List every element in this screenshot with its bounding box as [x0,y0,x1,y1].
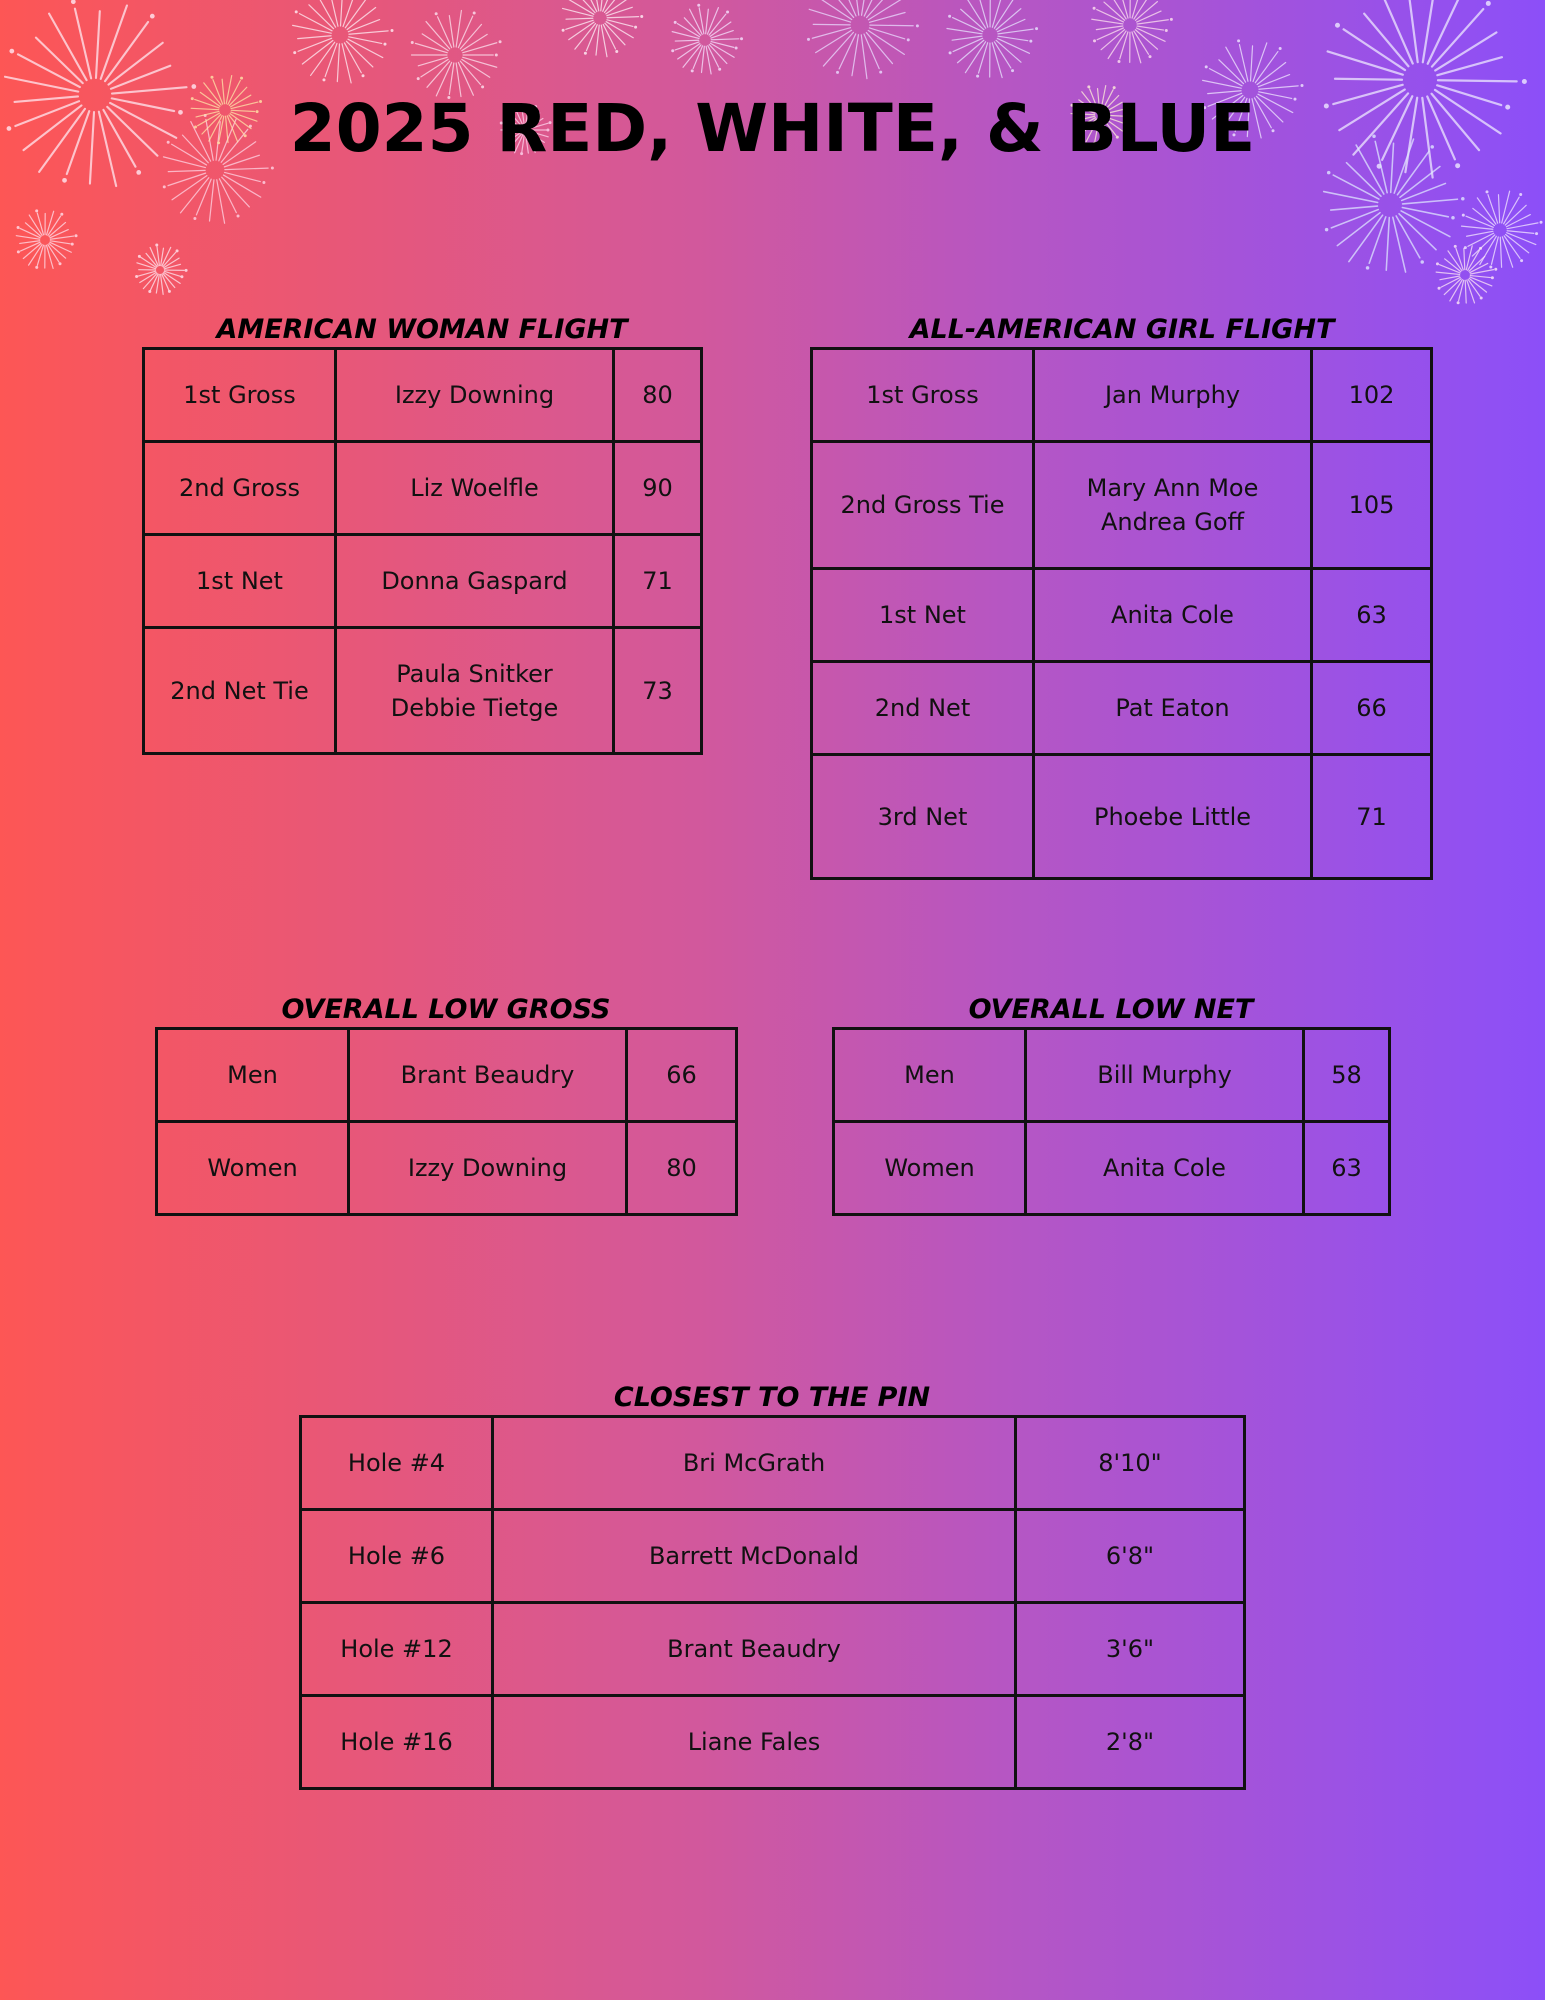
player-name: Jan Murphy [1104,381,1241,409]
table-row [812,442,1432,569]
all-american-girl-flight-heading: ALL-AMERICAN GIRL FLIGHT [909,314,1335,345]
table-row [812,662,1432,755]
score-cell: 102 [1312,349,1432,442]
score-cell: 63 [1312,569,1432,662]
place-cell: 2nd Net [812,662,1034,755]
firework-burst [135,244,188,295]
table-row [301,1603,1245,1696]
table-row [301,1696,1245,1789]
score-cell: 71 [1312,755,1432,879]
firework-burst [16,209,77,268]
firework-burst [1436,245,1497,304]
player-name: Debbie Tietge [390,693,559,722]
score-cell: 58 [1304,1029,1390,1122]
name-cell [493,1696,1016,1789]
place-cell: Women [157,1122,349,1215]
place-cell: Men [157,1029,349,1122]
player-name: Bri McGrath [682,1449,826,1477]
name-cell [1034,662,1312,755]
firework-burst [807,0,919,79]
score-cell: 8'10" [1016,1417,1245,1510]
firework-burst [1092,0,1173,63]
closest-to-the-pin-table [299,1415,1246,1790]
overall-low-net-section [832,993,1390,1216]
american-woman-flight-table [142,347,703,755]
score-cell: 90 [614,442,702,535]
table-row [812,569,1432,662]
table-row [834,1029,1390,1122]
name-cell [336,628,614,754]
score-cell: 80 [627,1122,737,1215]
player-name: Brant Beaudry [667,1635,841,1663]
place-cell: 2nd Gross Tie [812,442,1034,569]
score-cell: 71 [614,535,702,628]
score-cell: 3'6" [1016,1603,1245,1696]
place-cell: Hole #16 [301,1696,493,1789]
closest-to-the-pin-section [299,1381,1245,1790]
firework-burst [562,0,644,57]
firework-burst [671,4,743,74]
place-cell: 1st Net [144,535,336,628]
score-cell: 73 [614,628,702,754]
name-cell [1034,755,1312,879]
name-cell [1026,1122,1304,1215]
american-woman-flight-heading: AMERICAN WOMAN FLIGHT [216,314,628,345]
score-cell: 105 [1312,442,1432,569]
score-cell: 66 [1312,662,1432,755]
name-cell [349,1029,627,1122]
place-cell: 3rd Net [812,755,1034,879]
table-row [301,1510,1245,1603]
table-row [144,442,702,535]
place-cell: Hole #12 [301,1603,493,1696]
place-cell: 1st Gross [144,349,336,442]
place-cell: 1st Net [812,569,1034,662]
player-name: Barrett McDonald [648,1542,860,1570]
place-cell: Hole #6 [301,1510,493,1603]
table-row [157,1122,737,1215]
name-cell [336,442,614,535]
player-name: Mary Ann Moe [1086,474,1259,502]
player-name: Liz Woelfle [410,474,539,502]
name-cell [1026,1029,1304,1122]
page-title: 2025 RED, WHITE, & BLUE [289,90,1256,167]
table-row [144,535,702,628]
firework-burst [411,10,502,99]
name-cell [1034,569,1312,662]
player-name: Paula Snitker [396,659,553,688]
overall-low-gross-section [155,993,737,1216]
name-cell [336,349,614,442]
table-row [157,1029,737,1122]
player-name: Anita Cole [1111,601,1234,629]
player-name: Izzy Downing [407,1154,568,1182]
name-cell [493,1417,1016,1510]
place-cell: Men [834,1029,1026,1122]
name-cell [493,1510,1016,1603]
american-woman-flight-section [142,313,702,755]
all-american-girl-flight-table [810,347,1433,880]
name-cell [1034,349,1312,442]
player-name: Bill Murphy [1097,1061,1232,1089]
score-cell: 80 [614,349,702,442]
score-cell: 2'8" [1016,1696,1245,1789]
player-name: Anita Cole [1103,1154,1226,1182]
place-cell: 2nd Net Tie [144,628,336,754]
player-name: Liane Fales [687,1728,821,1756]
score-cell: 6'8" [1016,1510,1245,1603]
overall-low-gross-table [155,1027,738,1216]
player-name: Phoebe Little [1093,802,1252,831]
name-cell [336,535,614,628]
name-cell [493,1603,1016,1696]
table-row [144,349,702,442]
firework-burst [293,0,394,83]
place-cell: 1st Gross [812,349,1034,442]
player-name: Donna Gaspard [381,567,568,595]
table-row [301,1417,1245,1510]
score-cell: 66 [627,1029,737,1122]
player-name: Brant Beaudry [400,1061,575,1089]
place-cell: 2nd Gross [144,442,336,535]
player-name: Pat Eaton [1115,694,1230,722]
score-cell: 63 [1304,1122,1390,1215]
place-cell: Women [834,1122,1026,1215]
table-row [144,628,702,754]
overall-low-net-table [832,1027,1391,1216]
table-row [812,755,1432,879]
place-cell: Hole #4 [301,1417,493,1510]
firework-burst [1462,190,1543,268]
name-cell [1034,442,1312,569]
all-american-girl-flight-section [810,313,1434,880]
firework-burst [947,0,1038,78]
overall-low-gross-heading: OVERALL LOW GROSS [281,994,611,1025]
closest-to-the-pin-heading: CLOSEST TO THE PIN [613,1382,931,1413]
table-row [834,1122,1390,1215]
player-name: Izzy Downing [394,381,555,409]
table-row [812,349,1432,442]
player-name: Andrea Goff [1100,508,1245,536]
name-cell [349,1122,627,1215]
overall-low-net-heading: OVERALL LOW NET [968,994,1254,1025]
